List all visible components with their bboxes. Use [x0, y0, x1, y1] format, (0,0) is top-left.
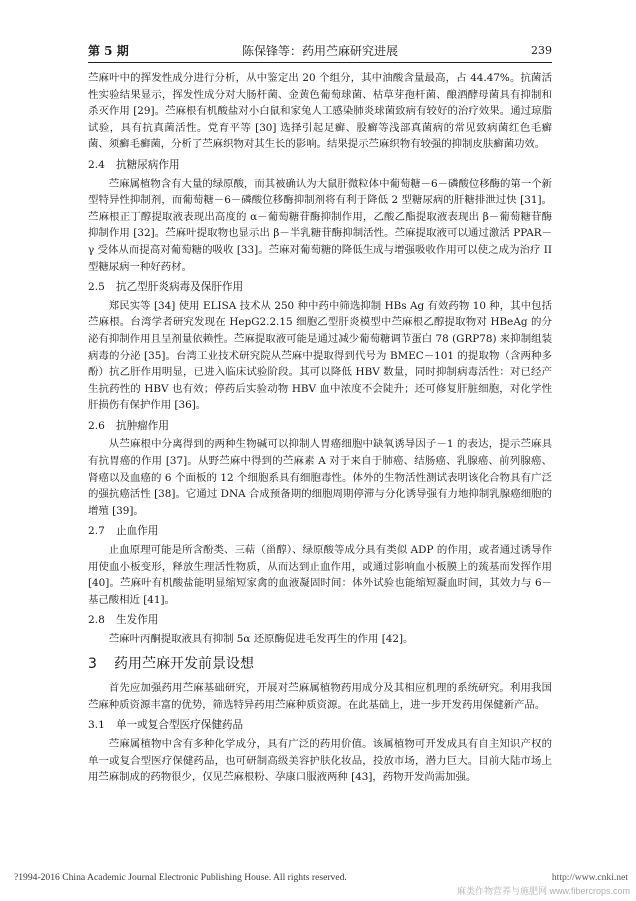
- footer-url[interactable]: http://www.cnki.net: [551, 872, 628, 883]
- chapter-heading-3: 3 药用苎麻开发前景设想: [88, 655, 254, 672]
- page-number: 239: [531, 44, 552, 57]
- page-header: [88, 40, 552, 58]
- section-heading-3-1: 3.1 单一或复合型医疗保健药品: [88, 719, 244, 732]
- section-paragraph: 苎麻叶丙酮提取液具有抑制 5α 还原酶促进毛发再生的作用 [42]。: [108, 633, 414, 645]
- section-heading-2-5: 2.5 抗乙型肝炎病毒及保肝作用: [88, 281, 244, 294]
- section-heading-2-4: 2.4 抗糖尿病作用: [88, 158, 180, 171]
- issue-label: 第 5 期: [88, 44, 129, 58]
- article-body: [88, 70, 552, 786]
- watermark-text: 麻类作物营养与施肥网 www.fibercrops.com: [456, 886, 630, 896]
- copyright-text: ?1994-2016 China Academic Journal Electronic Publishing House. All rights reserved.: [14, 872, 347, 883]
- chapter-intro-paragraph: 首先应加强药用苎麻基础研究，开展对苎麻属植物药用成分及其相应机理的系统研究。利用我国苎麻种质资源丰富的优势，筛选特异药用苎麻种质资源。在此基础上，进一步开发药用保健新产品。: [88, 682, 552, 711]
- section-paragraph: 苎麻属植物中含有多种化学成分，具有广泛的药用价值。该属植物可开发成具有自主知识产权的单一或复合型医疗保健药品，也可研制高级美容护肤化妆品，投放市场，潜力巨大。目前大陆市场上用苎麻制成的药物很少，仅见苎麻根粉、孕康口服液两种 [43]，药物开发尚需加强。: [88, 737, 552, 784]
- running-title: 陈保锋等：药用苎麻研究进展: [241, 44, 398, 58]
- section-paragraph: 郑民实等 [34] 使用 ELISA 技术从 250 种中药中筛选抑制 HBs Ag 有效药物 10 种，其中包括苎麻根。台湾学者研究发现在 HepG2.2.15 细胞乙型肝炎模型中苎麻根乙醇提取物对 HBeAg 的分泌有抑制作用且呈剂量依赖性。苎麻提取液可能是通过减少葡萄糖调节蛋白 78 (GRP78) 来抑制组装病毒的分泌 [35]。台湾工业技术研究院从苎麻中提取得到代号为 BMEC－101 的提取物（含两种多酚）抗乙肝作用明显，已进入临床试验阶段。其可以降低 HBV 数量，同时抑制病毒活性：对已经产生抗药性的 HBV 也有效；停药后实验动物 HBV 血中浓度不会陡升；还可修复肝脏细胞，对化学性肝损伤有保护作用 [36]。: [88, 299, 552, 412]
- section-paragraph: 苎麻属植物含有大量的绿原酸，而其被确认为大鼠肝微粒体中葡萄糖－6－磷酸位移酶的第一个新型特异性抑制剂，而葡萄糖－6－磷酸位移酶抑制剂将有利于降低 2 型糖尿病的肝糖排泄过快 [31]。苎麻根正丁醇提取液表现出高度的 α－葡萄糖苷酶抑制作用，乙酸乙酯提取液表现出 β－葡萄糖苷酶抑制作用 [32]。苎麻叶提取物也显示出 β－半乳糖苷酶抑制活性。苎麻提取液可以通过激活 PPAR－γ 受体从而提高对葡萄糖的吸收 [33]。苎麻对葡萄糖的降低生成与增强吸收作用可以使之成为治疗 II 型糖尿病一种好药材。: [88, 177, 552, 273]
- section-paragraph: 从苎麻根中分离得到的两种生物碱可以抑制人胃癌细胞中缺氧诱导因子－1 的表达，提示苎麻具有抗胃癌的作用 [37]。从野苎麻中得到的苎麻素 A 对于来自于肺癌、结肠癌、乳腺癌、前列腺癌、肾癌以及血癌的 6 个面板的 12 个细胞系具有细胞毒性。体外的生物活性测试表明该化合物具有广泛的强抗癌活性 [38]。它通过 DNA 合成预备期的细胞周期停滞与分化诱导强有力地抑制乳腺癌细胞的增殖 [39]。: [88, 438, 552, 517]
- section-paragraph: 止血原理可能是所含酚类、三萜（甾醇）、绿原酸等成分具有类似 ADP 的作用，或者通过诱导作用使血小板变形，释放生理活性物质，从而达到止血作用，或通过影响血小板膜上的巯基而发挥作用 [40]。苎麻叶有机酸盐能明显缩短家禽的血液凝固时间：体外试验也能缩短凝血时间，其效力与 6－基己酸相近 [41]。: [88, 544, 552, 606]
- section-heading-2-7: 2.7 止血作用: [88, 525, 159, 538]
- intro-paragraph: 苎麻叶中的挥发性成分进行分析，从中鉴定出 20 个组分，其中油酸含量最高，占 44.47%。抗菌活性实验结果显示，挥发性成分对大肠杆菌、金黄色葡萄球菌、枯草芽孢杆菌、酿酒酵母菌具有抑制和杀灭作用 [29]。苎麻根有机酸盐对小白鼠和家兔人工感染肺炎球菌致病有较好的治疗效果。通过琼脂试验，具有抗真菌活性。党育平等 [30] 选择引起足癣、股癣等浅部真菌病的常见致病菌红色毛癣菌、须癣毛癣菌，分析了苎麻织物对其生长的影响。结果提示苎麻织物有较强的抑制皮肤癣菌功效。: [88, 72, 552, 151]
- section-heading-2-8: 2.8 生发作用: [88, 614, 159, 627]
- header-rule: [88, 62, 552, 63]
- section-heading-2-6: 2.6 抗肿瘤作用: [88, 419, 169, 432]
